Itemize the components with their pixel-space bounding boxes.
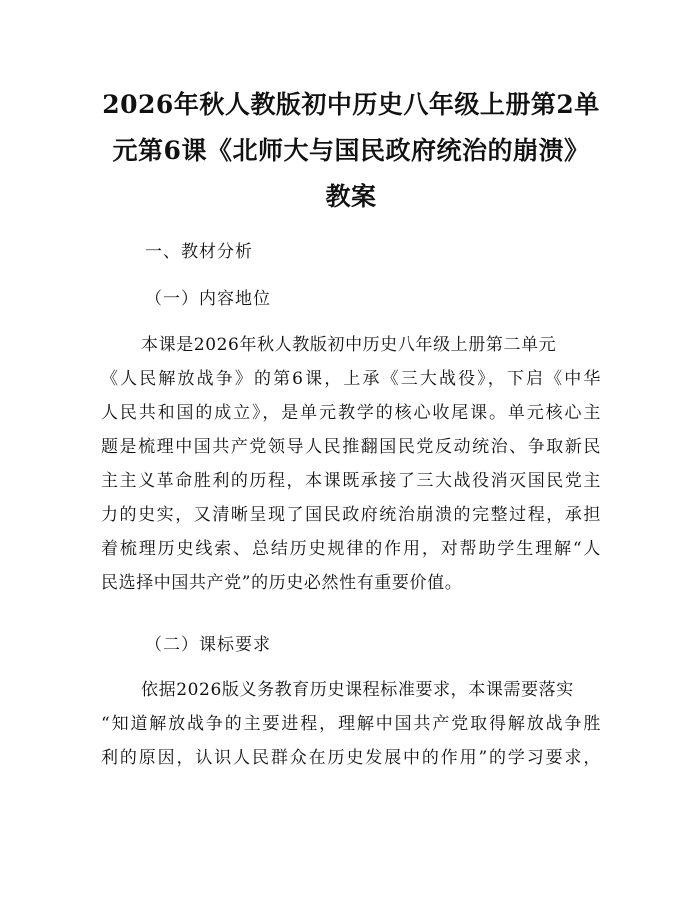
section-heading-textbook-analysis: 一、教材分析 [145,242,253,262]
paragraph-curriculum-requirements [101,673,601,775]
paragraph-line: “知道解放战争的主要进程，理解中国共产党取得解放战争胜 [101,714,601,734]
paragraph-line: 人民共和国的成立》，是单元教学的核心收尾课。单元核心主 [101,403,601,423]
subsection-heading-curriculum-requirements: （二）课标要求 [145,635,271,655]
paragraph-line: 利的原因，认识人民群众在历史发展中的作用”的学习要求， [101,748,601,768]
paragraph-line: 题是梳理中国共产党领导人民推翻国民党反动统治、争取新民 [101,437,601,457]
document-title [96,82,606,220]
paragraph-line: 力的史实，又清晰呈现了国民政府统治崩溃的完整过程，承担 [101,505,601,525]
paragraph-line: 依据2026版义务教育历史课程标准要求，本课需要落实 [141,680,574,700]
title-line-1: 2026年秋人教版初中历史八年级上册第2单 [102,90,600,119]
paragraph-line: 着梳理历史线索、总结历史规律的作用，对帮助学生理解“人 [101,539,601,559]
subsection-heading-content-position: （一）内容地位 [145,289,271,309]
paragraph-line: 主主义革命胜利的历程，本课既承接了三大战役消灭国民党主 [101,471,601,491]
paragraph-content-position [101,328,601,600]
paragraph-line: 《人民解放战争》的第6课，上承《三大战役》，下启《中华 [101,369,601,389]
paragraph-line: 本课是2026年秋人教版初中历史八年级上册第二单元 [141,335,557,355]
title-line-3: 教案 [325,182,377,211]
paragraph-line: 民选择中国共产党”的历史必然性有重要价值。 [101,573,463,593]
title-line-2: 元第6课《北师大与国民政府统治的崩溃》 [112,136,590,165]
